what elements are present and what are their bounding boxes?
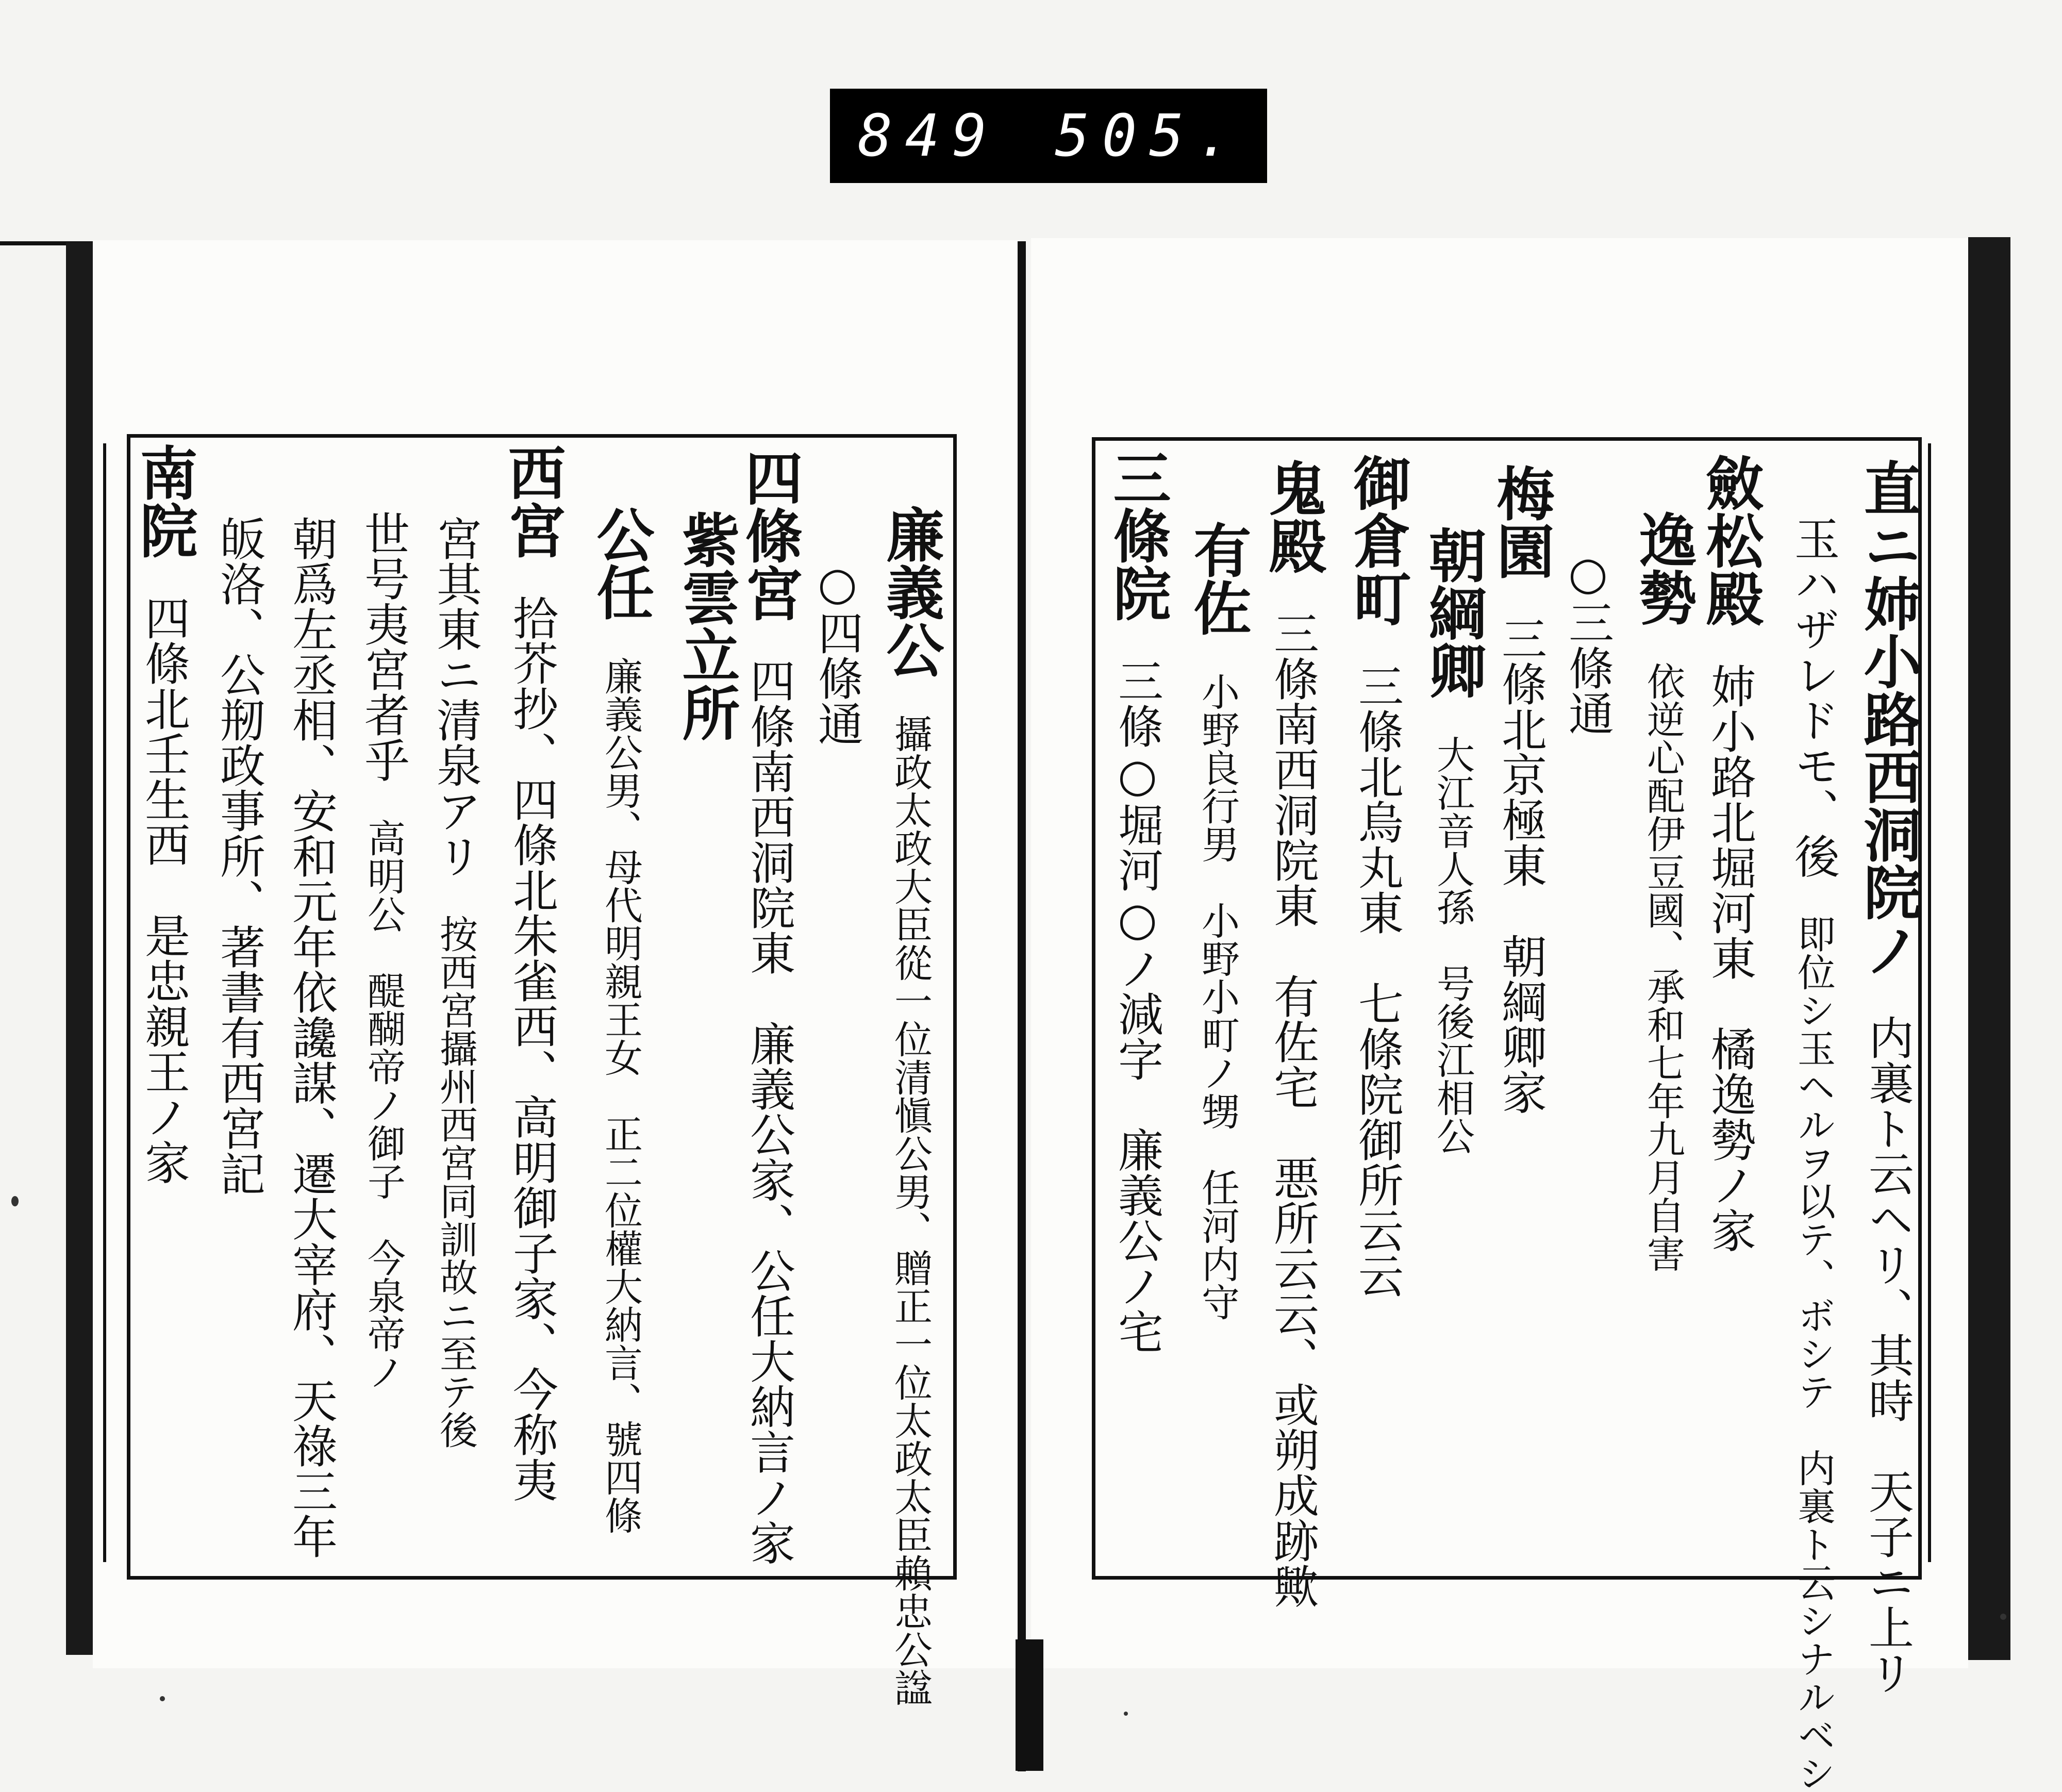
right-col-10: 有佐小野良行男 小野小町ノ甥 任河内守 — [1184, 521, 1252, 1321]
left-col-9: 朝爲左丞相、安和元年依讒謀、遷大宰府、天祿三年 — [285, 516, 338, 1559]
left-col-11: 南院四條北壬生西 是忠親王ノ家 — [130, 443, 198, 1185]
scan-speck — [11, 1196, 19, 1206]
right-col-11: 三條院三條○堀河○ノ減字 廉義公ノ宅 — [1104, 449, 1171, 1354]
left-col-6: 西宮拾芥抄、四條北朱雀西、高明御子家、今称夷 — [498, 443, 566, 1502]
scan-speck — [2000, 1614, 2006, 1620]
left-col-1: 廉義公攝政太政大臣從一位清愼公男、贈正一位太政太臣賴忠公諡 — [877, 505, 944, 1706]
scan-speck — [1124, 1712, 1128, 1716]
left-margin-line — [103, 443, 106, 1562]
right-col-9: 鬼殿三條南西洞院東 有佐宅 悪所云云、或朔成跡歟 — [1259, 459, 1327, 1608]
gutter-tab — [1016, 1639, 1043, 1771]
left-col-10: 皈洛、公剏政事所、著書有西宮記 — [213, 516, 266, 1196]
left-book-edge — [66, 242, 96, 1655]
left-col-7: 宮其東ニ清泉アリ按西宮攝州西宮同訓故ニ至テ後 — [429, 516, 483, 1449]
right-col-7: 朝綱卿大江音人孫 号後江相公 — [1419, 526, 1487, 1155]
left-col-5: 公任廉義公男、母代明親王女 正二位權大納言、號四條 — [587, 505, 655, 1534]
right-margin-line — [1928, 443, 1931, 1562]
right-col-3: 斂松殿姉小路北堀河東 橘逸勢ノ家 — [1697, 454, 1764, 1253]
archive-number-left: 849 — [858, 102, 1000, 170]
left-col-3: 四條宮四條南西洞院東 廉義公家、公任大納言ノ家 — [736, 449, 803, 1565]
right-col-1: 直ニ姉小路西洞院ノ内裏ト云ヘリ、其時 天子ニ上リ — [1854, 459, 1922, 1695]
scan-speck — [160, 1696, 165, 1701]
archive-number-label — [830, 89, 1267, 183]
right-book-edge — [1968, 237, 2010, 1660]
left-col-2: ○四條通 — [811, 557, 864, 746]
left-col-8: 世号夷宮者乎高明公 醍醐帝ノ御子 今泉帝ノ — [357, 510, 410, 1391]
right-col-6: 梅園三條北京極東 朝綱卿家 — [1487, 464, 1555, 1115]
right-col-8: 御倉町三條北烏丸東 七條院御所云云 — [1344, 454, 1411, 1298]
right-col-5: ○三條通 — [1561, 546, 1615, 736]
left-col-4: 紫雲立所 — [673, 510, 740, 741]
gutter-line — [1018, 241, 1026, 1771]
right-col-4: 逸勢依逆心配伊豆國、承和七年九月自害 — [1629, 510, 1697, 1272]
right-col-2: 玉ハザレドモ、後即位シ玉ヘルヲ以テ、ボシテ 内裏ト云シナルベシ — [1787, 516, 1840, 1792]
archive-number-right: 505. — [1055, 102, 1243, 170]
